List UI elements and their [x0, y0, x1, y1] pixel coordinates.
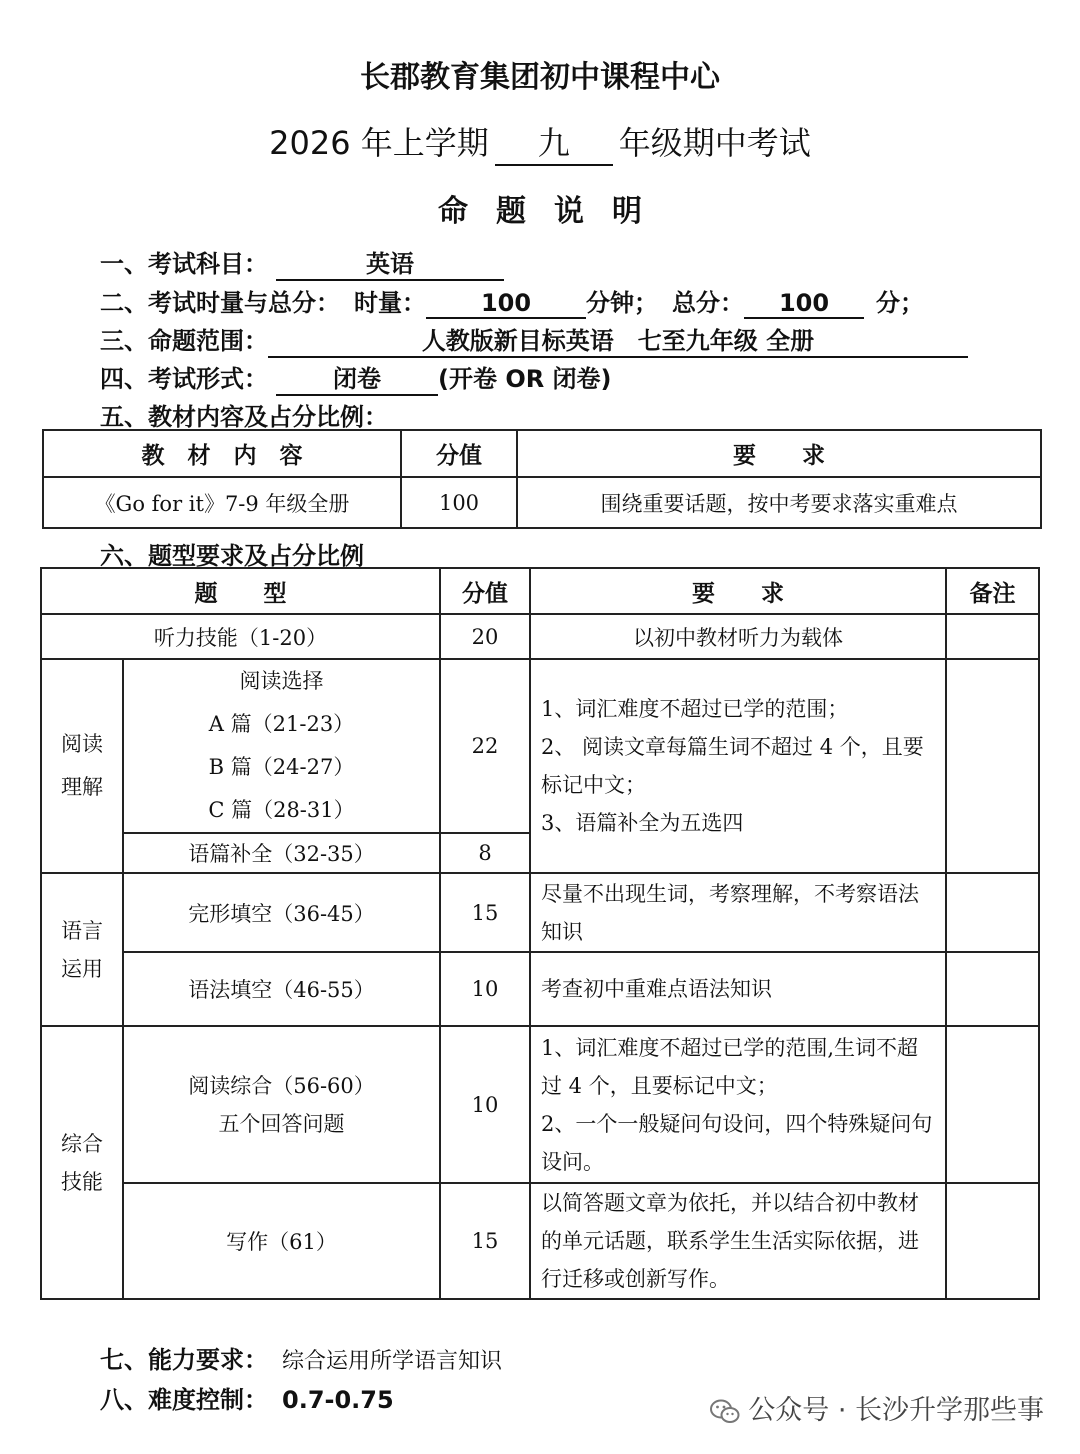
- subject-label: 一、考试科目：: [100, 250, 268, 278]
- score-unit: 分；: [876, 289, 924, 317]
- reading-req-3: 3、语篇补全为五选四: [541, 811, 744, 835]
- reading-comp-req-1: 1、词汇难度不超过已学的范围,生词不超过 4 个，且要标记中文；: [541, 1035, 919, 1098]
- listening-remark: [946, 614, 1039, 659]
- requirement-header: 要 求: [530, 568, 946, 614]
- ability-value: 综合运用所学语言知识: [282, 1349, 503, 1374]
- reading-reqs: [530, 659, 946, 873]
- grammar-score: 10: [440, 952, 530, 1026]
- scope-value: 人教版新目标英语 七至九年级 全册: [268, 321, 968, 358]
- content-cell: 《Go for it》7-9 年级全册: [43, 477, 401, 528]
- listening-type: 听力技能（1-20）: [41, 614, 440, 659]
- listening-score: 20: [440, 614, 530, 659]
- score-header: 分值: [440, 568, 530, 614]
- grammar-remark: [946, 952, 1039, 1026]
- requirement-header: 要 求: [517, 430, 1041, 477]
- types-table: [40, 567, 1040, 1300]
- reading-choice-title: 阅读选择: [239, 669, 324, 693]
- cloze-score: 15: [440, 873, 530, 952]
- reading-part-b: B 篇（24-27）: [208, 755, 355, 779]
- content-label: 五、教材内容及占分比例：: [100, 403, 388, 431]
- exam-suffix: 年级期中考试: [618, 124, 811, 162]
- difficulty-label: 八、难度控制：: [100, 1386, 268, 1414]
- reading-group: 阅读理解: [41, 659, 123, 873]
- exam-title: [0, 118, 1080, 166]
- reading-req-1: 1、词汇难度不超过已学的范围；: [541, 697, 849, 721]
- form-row: [100, 359, 612, 396]
- subject-value: 英语: [276, 244, 504, 281]
- grammar-req: 考查初中重难点语法知识: [530, 952, 946, 1026]
- writing-type: 写作（61）: [123, 1183, 440, 1299]
- grammar-type: 语法填空（46-55）: [123, 952, 440, 1026]
- reading-choice-type: [123, 659, 440, 833]
- difficulty-value: 0.7-0.75: [282, 1386, 394, 1414]
- score-header: 分值: [401, 430, 517, 477]
- form-note: (开卷 OR 闭卷): [438, 365, 612, 393]
- difficulty-row: [100, 1380, 394, 1415]
- scope-row: [100, 321, 968, 358]
- types-label: 六、题型要求及占分比例: [100, 542, 364, 570]
- remark-header: 备注: [946, 568, 1039, 614]
- time-label: 二、考试时量与总分：: [100, 289, 340, 317]
- grade-value: 九: [495, 118, 613, 166]
- reading-comp-score: 10: [440, 1026, 530, 1183]
- watermark: [710, 1388, 1044, 1427]
- score-cell: 100: [401, 477, 517, 528]
- reading-comp-title: 阅读综合（56-60）: [188, 1073, 375, 1098]
- reading-part-a: A 篇（21-23）: [208, 712, 355, 736]
- form-value: 闭卷: [276, 359, 438, 396]
- score-value: 100: [744, 289, 864, 319]
- language-group: 语言运用: [41, 873, 123, 1026]
- score-label: 总分：: [672, 289, 744, 317]
- cloze-req: 尽量不出现生词，考察理解，不考察语法知识: [530, 873, 946, 952]
- skills-group: 综合技能: [41, 1026, 123, 1299]
- content-table: [42, 429, 1042, 529]
- time-unit: 分钟；: [586, 289, 658, 317]
- reading-comp-remark: [946, 1026, 1039, 1183]
- listening-req: 以初中教材听力为载体: [530, 614, 946, 659]
- reading-choice-score: 22: [440, 659, 530, 833]
- reading-remark: [946, 659, 1039, 873]
- exam-prefix: 2026 年上学期: [269, 124, 489, 162]
- form-label: 四、考试形式：: [100, 365, 268, 393]
- cloze-passage-score: 8: [440, 833, 530, 873]
- doc-title: 命题说明: [438, 194, 670, 229]
- watermark-text: 公众号 · 长沙升学那些事: [748, 1395, 1044, 1426]
- ability-label: 七、能力要求：: [100, 1346, 268, 1374]
- cloze-passage-type: 语篇补全（32-35）: [123, 833, 440, 873]
- reading-comp-type: [123, 1026, 440, 1183]
- time-sub-label: 时量：: [354, 289, 426, 317]
- writing-req: 以简答题文章为依托，并以结合初中教材的单元话题，联系学生生活实际依据，进行迁移或创新写作。: [530, 1183, 946, 1299]
- scope-label: 三、命题范围：: [100, 327, 268, 355]
- subject-row: [100, 244, 504, 281]
- wechat-icon: [710, 1399, 740, 1425]
- time-value: 100: [426, 289, 586, 319]
- reading-req-2: 2、 阅读文章每篇生词不超过 4 个，且要标记中文；: [541, 735, 924, 797]
- reading-part-c: C 篇（28-31）: [208, 798, 355, 822]
- reading-comp-req-2: 2、一个一般疑问句设问，四个特殊疑问句设问。: [541, 1111, 933, 1174]
- requirement-cell: 围绕重要话题，按中考要求落实重难点: [517, 477, 1041, 528]
- writing-score: 15: [440, 1183, 530, 1299]
- reading-comp-sub: 五个回答问题: [218, 1111, 345, 1136]
- cloze-type: 完形填空（36-45）: [123, 873, 440, 952]
- org-title: 长郡教育集团初中课程中心: [360, 60, 720, 95]
- time-row: [100, 283, 924, 319]
- content-header: 教 材 内 容: [43, 430, 401, 477]
- cloze-remark: [946, 873, 1039, 952]
- reading-comp-reqs: [530, 1026, 946, 1183]
- ability-row: [100, 1340, 502, 1375]
- writing-remark: [946, 1183, 1039, 1299]
- type-header: 题 型: [41, 568, 440, 614]
